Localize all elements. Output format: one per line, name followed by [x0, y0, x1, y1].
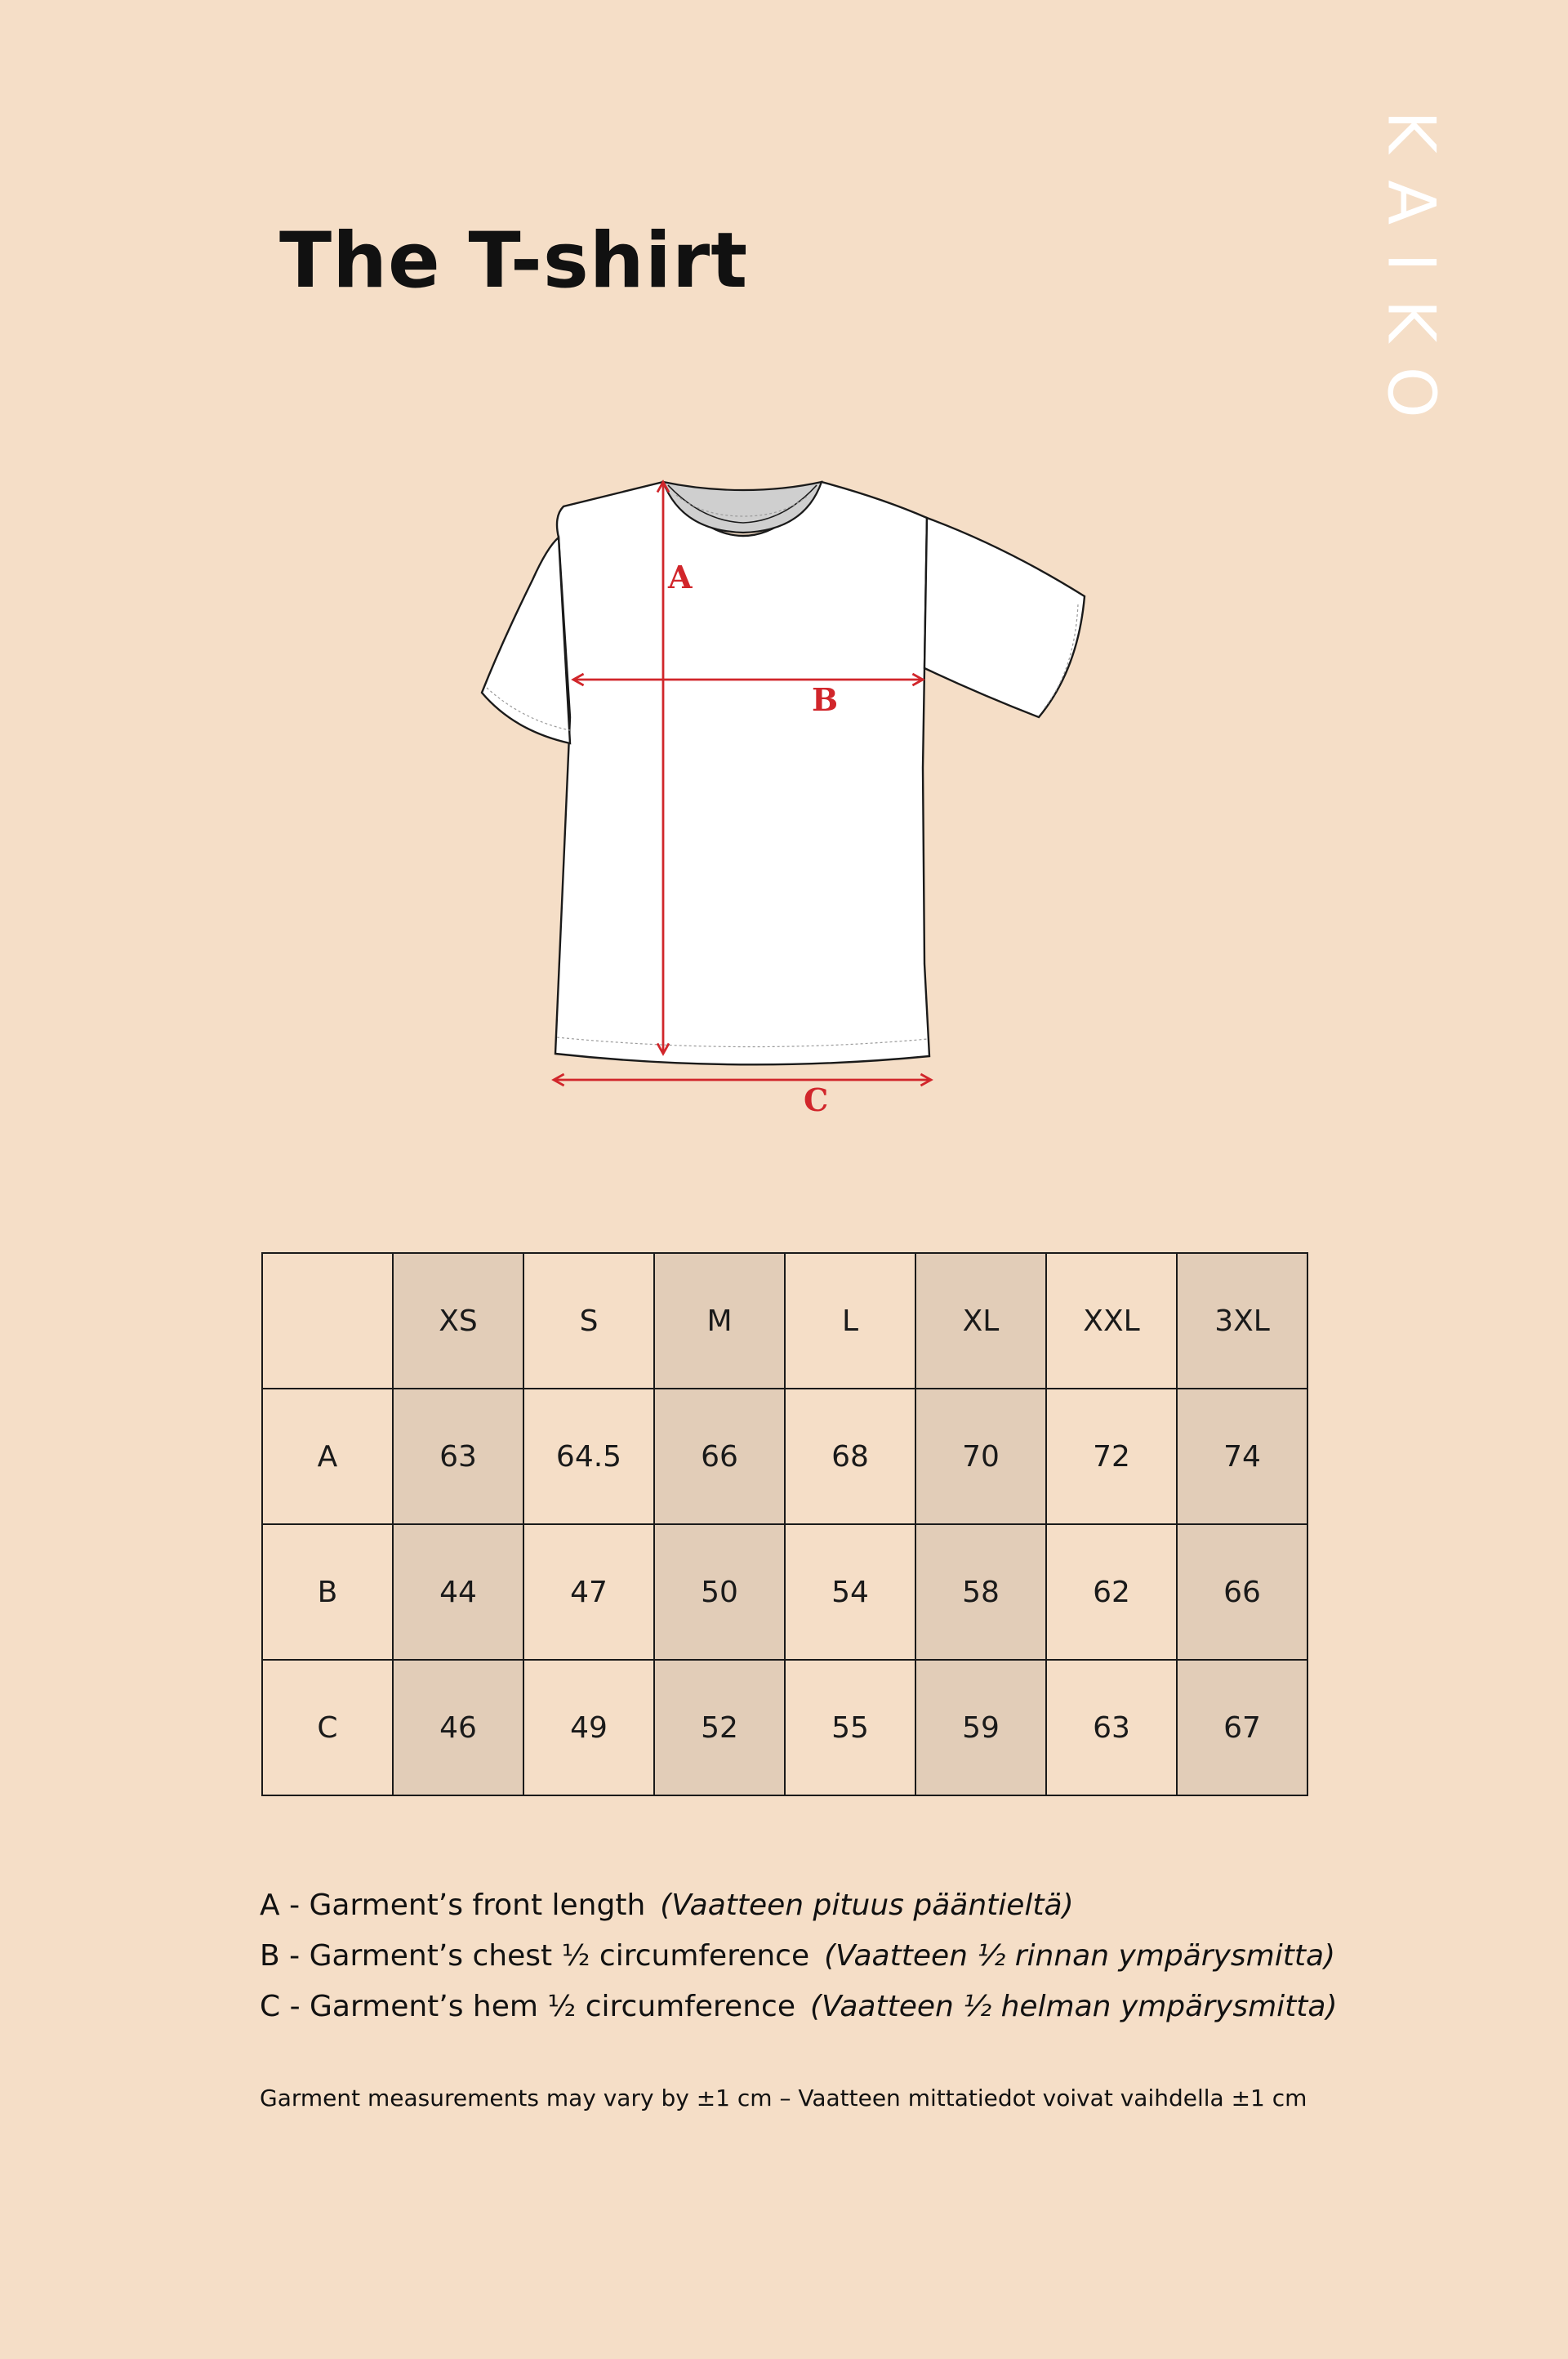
- header-corner-cell: [262, 1253, 393, 1389]
- table-cell: 67: [1177, 1660, 1307, 1795]
- size-header-xxl: XXL: [1046, 1253, 1177, 1389]
- row-label: A: [262, 1389, 393, 1524]
- table-cell: 63: [1046, 1660, 1177, 1795]
- size-header-l: L: [785, 1253, 915, 1389]
- legend-translation: (Vaatteen pituus pääntieltä): [660, 1889, 1074, 1922]
- size-header-3xl: 3XL: [1177, 1253, 1307, 1389]
- table-row: [262, 1524, 1307, 1660]
- table-row: [262, 1660, 1307, 1795]
- table-cell: 72: [1046, 1389, 1177, 1524]
- legend-item-b: [260, 1931, 1338, 1982]
- legend-text: B - Garment’s chest ½ circumference: [260, 1939, 810, 1973]
- table-cell: 58: [915, 1524, 1046, 1660]
- table-cell: 59: [915, 1660, 1046, 1795]
- legend-text: C - Garment’s hem ½ circumference: [260, 1990, 795, 2023]
- table-cell: 70: [915, 1389, 1046, 1524]
- legend-translation: (Vaatteen ½ rinnan ympärysmitta): [824, 1939, 1336, 1973]
- page-title: The T-shirt: [279, 216, 749, 305]
- table-cell: 49: [523, 1660, 654, 1795]
- size-header-m: M: [654, 1253, 785, 1389]
- tshirt-torso: [555, 482, 929, 1064]
- measurement-legend: [260, 1880, 1338, 2032]
- row-label: C: [262, 1660, 393, 1795]
- table-cell: 63: [393, 1389, 523, 1524]
- brand-wordmark: KAIKO: [1373, 109, 1450, 446]
- size-header-row: [262, 1253, 1307, 1389]
- tshirt-illustration: [457, 457, 1111, 1135]
- legend-translation: (Vaatteen ½ helman ympärysmitta): [809, 1990, 1338, 2023]
- legend-item-c: [260, 1982, 1338, 2032]
- table-cell: 62: [1046, 1524, 1177, 1660]
- size-chart-table: [261, 1252, 1308, 1796]
- table-cell: 55: [785, 1660, 915, 1795]
- measure-a-label: A: [668, 559, 693, 595]
- measure-c-label: C: [804, 1081, 829, 1118]
- table-cell: 52: [654, 1660, 785, 1795]
- table-cell: 44: [393, 1524, 523, 1660]
- legend-item-a: [260, 1880, 1338, 1931]
- size-header-xl: XL: [915, 1253, 1046, 1389]
- table-cell: 66: [654, 1389, 785, 1524]
- table-cell: 50: [654, 1524, 785, 1660]
- row-label: B: [262, 1524, 393, 1660]
- table-cell: 66: [1177, 1524, 1307, 1660]
- table-cell: 68: [785, 1389, 915, 1524]
- brand-logo: [1346, 109, 1477, 446]
- table-row: [262, 1389, 1307, 1524]
- size-header-xs: XS: [393, 1253, 523, 1389]
- table-cell: 64.5: [523, 1389, 654, 1524]
- table-cell: 46: [393, 1660, 523, 1795]
- legend-text: A - Garment’s front length: [260, 1889, 646, 1922]
- measurement-tolerance-note: Garment measurements may vary by ±1 cm – Vaatteen mittatiedot voivat vaihdella ±1 cm: [260, 2085, 1307, 2112]
- table-cell: 54: [785, 1524, 915, 1660]
- table-cell: 47: [523, 1524, 654, 1660]
- table-cell: 74: [1177, 1389, 1307, 1524]
- measure-b-label: B: [812, 681, 839, 718]
- size-header-s: S: [523, 1253, 654, 1389]
